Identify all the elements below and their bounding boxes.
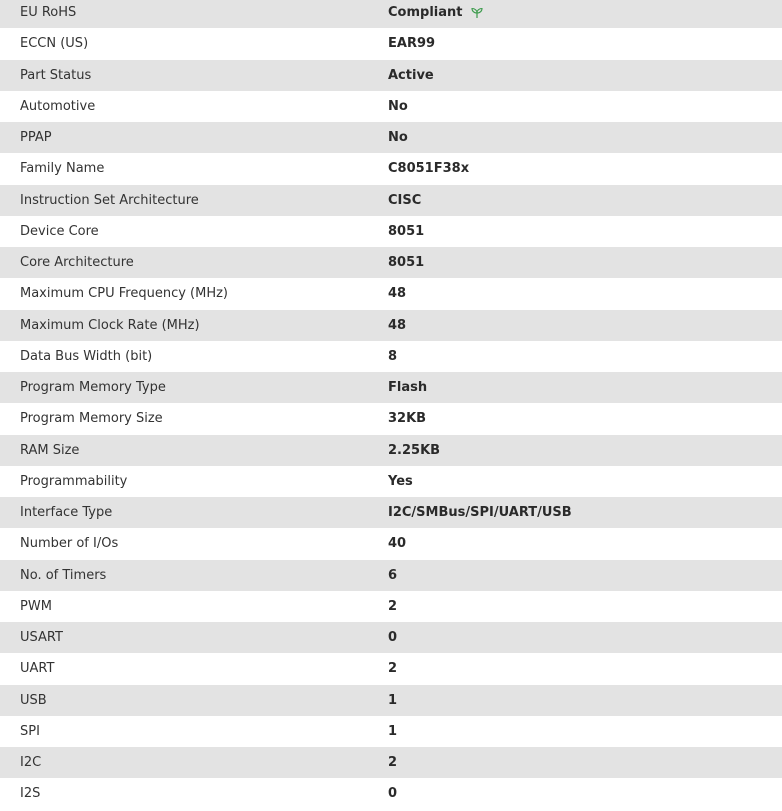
spec-value: Yes (388, 473, 413, 489)
spec-row-pwm (0, 591, 782, 622)
leaf-icon (470, 7, 484, 19)
spec-row-part-status (0, 60, 782, 91)
spec-row-device-core (0, 216, 782, 247)
spec-row-spi (0, 716, 782, 747)
spec-value: 48 (388, 286, 407, 302)
spec-row-program-memory-type (0, 372, 782, 403)
spec-row-number-of-ios (0, 528, 782, 559)
spec-label: UART (20, 661, 55, 677)
spec-value: C8051F38x (388, 161, 470, 177)
spec-row-max-clock-rate (0, 310, 782, 341)
spec-row-family-name (0, 153, 782, 184)
spec-value: 8051 (388, 223, 425, 239)
spec-value: 2 (388, 598, 398, 614)
spec-label: Maximum Clock Rate (MHz) (20, 317, 200, 333)
spec-value: 48 (388, 317, 407, 333)
spec-value: 0 (388, 630, 398, 646)
spec-label: EU RoHS (20, 5, 77, 21)
spec-row-ppap (0, 122, 782, 153)
spec-row-i2c (0, 747, 782, 778)
spec-value: Active (388, 67, 434, 83)
spec-value: Flash (388, 380, 428, 396)
spec-row-timers (0, 560, 782, 591)
spec-label: Part Status (20, 67, 92, 83)
spec-value (388, 5, 484, 20)
spec-label: SPI (20, 723, 40, 739)
spec-value: 0 (388, 786, 398, 802)
spec-label: Interface Type (20, 505, 113, 521)
spec-label: PWM (20, 598, 52, 614)
spec-label: Data Bus Width (bit) (20, 348, 153, 364)
spec-label: Maximum CPU Frequency (MHz) (20, 286, 228, 302)
spec-label: Core Architecture (20, 255, 134, 271)
spec-row-core-architecture (0, 247, 782, 278)
spec-label: Automotive (20, 98, 96, 114)
spec-row-ram-size (0, 435, 782, 466)
spec-row-eccn (0, 28, 782, 59)
spec-label: I2S (20, 786, 41, 802)
spec-label: Device Core (20, 223, 99, 239)
spec-value: 1 (388, 723, 398, 739)
spec-value: 40 (388, 536, 407, 552)
spec-row-interface-type (0, 497, 782, 528)
spec-value: No (388, 98, 408, 114)
spec-row-eu-rohs (0, 0, 782, 28)
spec-label: I2C (20, 755, 42, 771)
spec-value: 8051 (388, 255, 425, 271)
spec-label: No. of Timers (20, 567, 107, 583)
spec-label: USB (20, 692, 47, 708)
spec-row-programmability (0, 466, 782, 497)
spec-value: 2 (388, 661, 398, 677)
spec-row-max-cpu-frequency (0, 278, 782, 309)
spec-row-data-bus-width (0, 341, 782, 372)
spec-value: 6 (388, 567, 398, 583)
spec-label: Instruction Set Architecture (20, 192, 199, 208)
spec-value: 32KB (388, 411, 427, 427)
spec-label: Family Name (20, 161, 105, 177)
spec-row-uart (0, 653, 782, 684)
spec-value: I2C/SMBus/SPI/UART/USB (388, 505, 572, 521)
spec-label: Program Memory Type (20, 380, 166, 396)
spec-value: No (388, 130, 408, 146)
spec-row-usb (0, 685, 782, 716)
spec-label: Number of I/Os (20, 536, 119, 552)
spec-row-isa (0, 185, 782, 216)
spec-label: USART (20, 630, 63, 646)
spec-value: CISC (388, 192, 422, 208)
spec-value-text: Compliant (388, 5, 463, 21)
spec-value: EAR99 (388, 36, 436, 52)
spec-value: 2.25KB (388, 442, 441, 458)
spec-value: 8 (388, 348, 398, 364)
spec-label: RAM Size (20, 442, 80, 458)
spec-row-usart (0, 622, 782, 653)
spec-label: PPAP (20, 130, 52, 146)
spec-row-program-memory-size (0, 403, 782, 434)
spec-value: 1 (388, 692, 398, 708)
spec-label: ECCN (US) (20, 36, 89, 52)
spec-label: Program Memory Size (20, 411, 163, 427)
spec-value: 2 (388, 755, 398, 771)
spec-row-automotive (0, 91, 782, 122)
spec-label: Programmability (20, 473, 128, 489)
spec-row-i2s (0, 778, 782, 809)
